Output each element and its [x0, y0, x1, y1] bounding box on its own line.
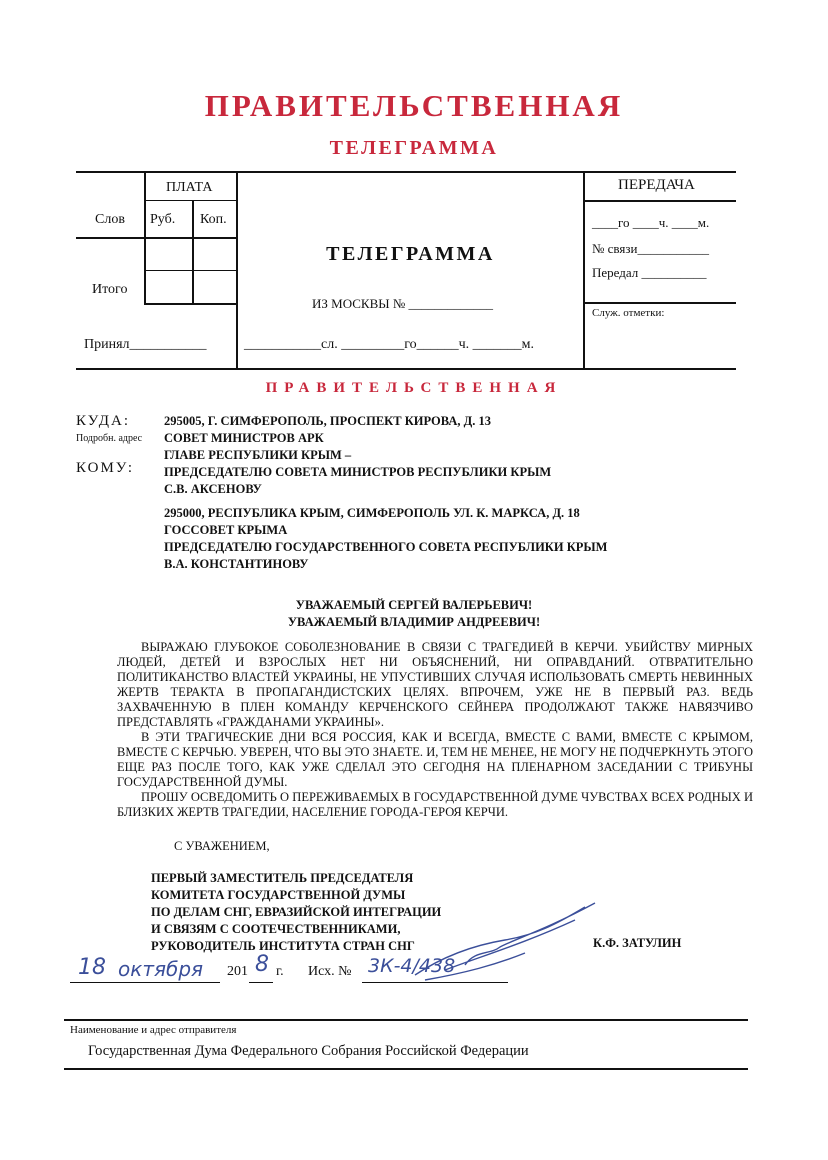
signer-title: [151, 870, 441, 955]
year-digit: 8: [255, 952, 269, 977]
grid-col-2: [192, 200, 194, 304]
signer-name: К.Ф. ЗАТУЛИН: [593, 936, 682, 950]
komu-label: КОМУ:: [76, 460, 135, 476]
date-day-month: [70, 955, 220, 985]
body-paragraph-1: ВЫРАЖАЮ ГЛУБОКОЕ СОБОЛЕЗНОВАНИЕ В СВЯЗИ С ТРАГЕДИЕЙ В КЕРЧИ. УБИЙСТВУ МИРНЫХ ЛЮДЕЙ, ДЕТЕЙ И ВЗРОСЛЫХ НЕТ НИ ОБЪЯСНЕНИЙ, НИ ОПРАВДАНИЙ. ОТВРАТИТЕЛЬНО ПОЛИТИКАНСТВО ВЛАСТЕЙ УКРАИНЫ, НЕ УПУСТИВШИХ СЛУЧАЯ ИСПОЛЬЗОВАТЬ СМЕРТЬ НЕВИННЫХ ЖЕРТВ ТЕРАКТА В ПРОПАГАНДИСТСКИХ ЦЕЛЯХ. ВПРОЧЕМ, УЖЕ НЕ В ПЕРВЫЙ РАЗ. ВЕДЬ ЗАХВАЧЕННУЮ В ПЛЕН КОМАНДУ КЕРЧЕНСКОГО СЕЙНЕРА ПРОДОЛЖАЮТ ТАКЖЕ НАВЯЗЧИВО ПРЕДСТАВЛЯТЬ «ГРАЖДАНАМИ УКРАИНЫ».: [117, 640, 753, 729]
from-moscow-field: ИЗ МОСКВЫ № _____________: [312, 296, 494, 311]
date-day: 18: [78, 955, 106, 980]
message-body: [117, 640, 753, 820]
date-month: октября: [118, 957, 204, 981]
recipient-1: [164, 413, 551, 498]
slov-label: Слов: [95, 212, 125, 227]
greeting-line-1: УВАЖАЕМЫЙ СЕРГЕЙ ВАЛЕРЬЕВИЧ!: [295, 598, 533, 612]
time-line-field: ____го ____ч. ____м.: [592, 215, 710, 230]
recipient-1-address: 295005, Г. СИМФЕРОПОЛЬ, ПРОСПЕКТ КИРОВА, Д. 13: [164, 414, 491, 428]
form-top-border: [76, 171, 736, 173]
peredacha-label: ПЕРЕДАЧА: [618, 177, 695, 193]
sluzh-line: [583, 302, 736, 304]
grid-col-1: [144, 171, 146, 304]
rub-label: Руб.: [150, 212, 176, 227]
plata-line: [144, 200, 236, 201]
recipient-2: [164, 505, 607, 573]
sender-value: Государственная Дума Федерального Собрания Российской Федерации: [88, 1043, 529, 1059]
itogo-label: Итого: [92, 282, 128, 297]
kop-label: Коп.: [200, 212, 227, 227]
footer-top-line: [64, 1019, 748, 1021]
signer-title-5: РУКОВОДИТЕЛЬ ИНСТИТУТА СТРАН СНГ: [151, 939, 415, 953]
government-label: ПРАВИТЕЛЬСТВЕННАЯ: [265, 380, 563, 396]
svyaz-field: № связи___________: [592, 241, 709, 256]
greeting-line-2: УВАЖАЕМЫЙ ВЛАДИМИР АНДРЕЕВИЧ!: [287, 615, 541, 629]
form-divider-left: [236, 171, 238, 370]
date-line-field: ___________сл. _________го______ч. _______м.: [244, 337, 534, 352]
signer-title-4: И СВЯЗЯМ С СООТЕЧЕСТВЕННИКАМИ,: [151, 922, 401, 936]
year-underline: [249, 982, 273, 983]
plata-label: ПЛАТА: [166, 180, 213, 195]
recipient-2-title: ПРЕДСЕДАТЕЛЮ ГОСУДАРСТВЕННОГО СОВЕТА РЕСПУБЛИКИ КРЫМ: [164, 540, 608, 554]
prinyal-field: Принял___________: [84, 337, 207, 352]
grid-mid-line: [144, 270, 236, 271]
sender-label: Наименование и адрес отправителя: [70, 1024, 237, 1036]
kuda-label: КУДА:: [76, 413, 131, 429]
recipient-1-title: ГЛАВЕ РЕСПУБЛИКИ КРЫМ –: [164, 448, 352, 462]
peredal-field: Передал __________: [592, 265, 707, 280]
signer-title-2: КОМИТЕТА ГОСУДАРСТВЕННОЙ ДУМЫ: [151, 888, 406, 902]
grid-bottom-line: [144, 303, 236, 305]
peredacha-line: [583, 200, 736, 202]
signer-title-1: ПЕРВЫЙ ЗАМЕСТИТЕЛЬ ПРЕДСЕДАТЕЛЯ: [151, 871, 414, 885]
body-paragraph-3: ПРОШУ ОСВЕДОМИТЬ О ПЕРЕЖИВАЕМЫХ В ГОСУДАРСТВЕННОЙ ДУМЕ ЧУВСТВАХ ВСЕХ РОДНЫХ И БЛИЗКИХ ЖЕРТВ ТРАГЕДИИ, НАСЕЛЕНИЕ ГОРОДА-ГЕРОЯ КЕРЧИ.: [117, 790, 753, 819]
year-suffix: г.: [276, 964, 284, 979]
closing: С УВАЖЕНИЕМ,: [174, 839, 270, 853]
recipient-1-name: С.В. АКСЕНОВУ: [164, 482, 262, 496]
podrobn-label: Подробн. адрес: [76, 433, 143, 444]
year-prefix: 201: [227, 964, 248, 979]
document-title: ПРАВИТЕЛЬСТВЕННАЯ: [204, 88, 624, 123]
recipient-1-org: СОВЕТ МИНИСТРОВ АРК: [164, 431, 324, 445]
date-underline: [70, 982, 220, 983]
telegram-label: ТЕЛЕГРАММА: [326, 243, 495, 265]
footer-bottom-line: [64, 1068, 748, 1070]
greeting: [0, 597, 828, 631]
sluzh-field: Служ. отметки:: [592, 307, 665, 319]
body-paragraph-2: В ЭТИ ТРАГИЧЕСКИЕ ДНИ ВСЯ РОССИЯ, КАК И ВСЕГДА, ВМЕСТЕ С ВАМИ, ВМЕСТЕ С КРЫМОМ, ВМЕСТЕ С КЕРЧЬЮ. УВЕРЕН, ЧТО ВЫ ЭТО ЗНАЕТЕ. И, ТЕМ НЕ МЕНЕЕ, НЕ МОГУ НЕ ПОДЧЕРКНУТЬ ЭТОГО ЕЩЕ РАЗ ПОСЛЕ ТОГО, КАК УЖЕ СДЕЛАЛ ЭТО СЕГОДНЯ НА ПЛЕНАРНОМ ЗАСЕДАНИИ С ТРИБУНЫ ГОСУДАРСТВЕННОЙ ДУМЫ.: [117, 730, 753, 789]
recipient-2-org: ГОССОВЕТ КРЫМА: [164, 523, 288, 537]
recipient-1-title-2: ПРЕДСЕДАТЕЛЮ СОВЕТА МИНИСТРОВ РЕСПУБЛИКИ КРЫМ: [164, 465, 552, 479]
document-subtitle: ТЕЛЕГРАММА: [329, 137, 499, 159]
ref-underline: [362, 982, 508, 983]
ref-value: 3К-4/438: [368, 955, 456, 977]
recipient-2-name: В.А. КОНСТАНТИНОВУ: [164, 557, 309, 571]
form-bottom-border: [76, 368, 736, 370]
recipient-2-address: 295000, РЕСПУБЛИКА КРЫМ, СИМФЕРОПОЛЬ УЛ. К. МАРКСА, Д. 18: [164, 506, 580, 520]
slov-line: [76, 237, 236, 239]
ref-label: Исх. №: [308, 964, 352, 979]
signer-title-3: ПО ДЕЛАМ СНГ, ЕВРАЗИЙСКОЙ ИНТЕГРАЦИИ: [151, 905, 442, 919]
